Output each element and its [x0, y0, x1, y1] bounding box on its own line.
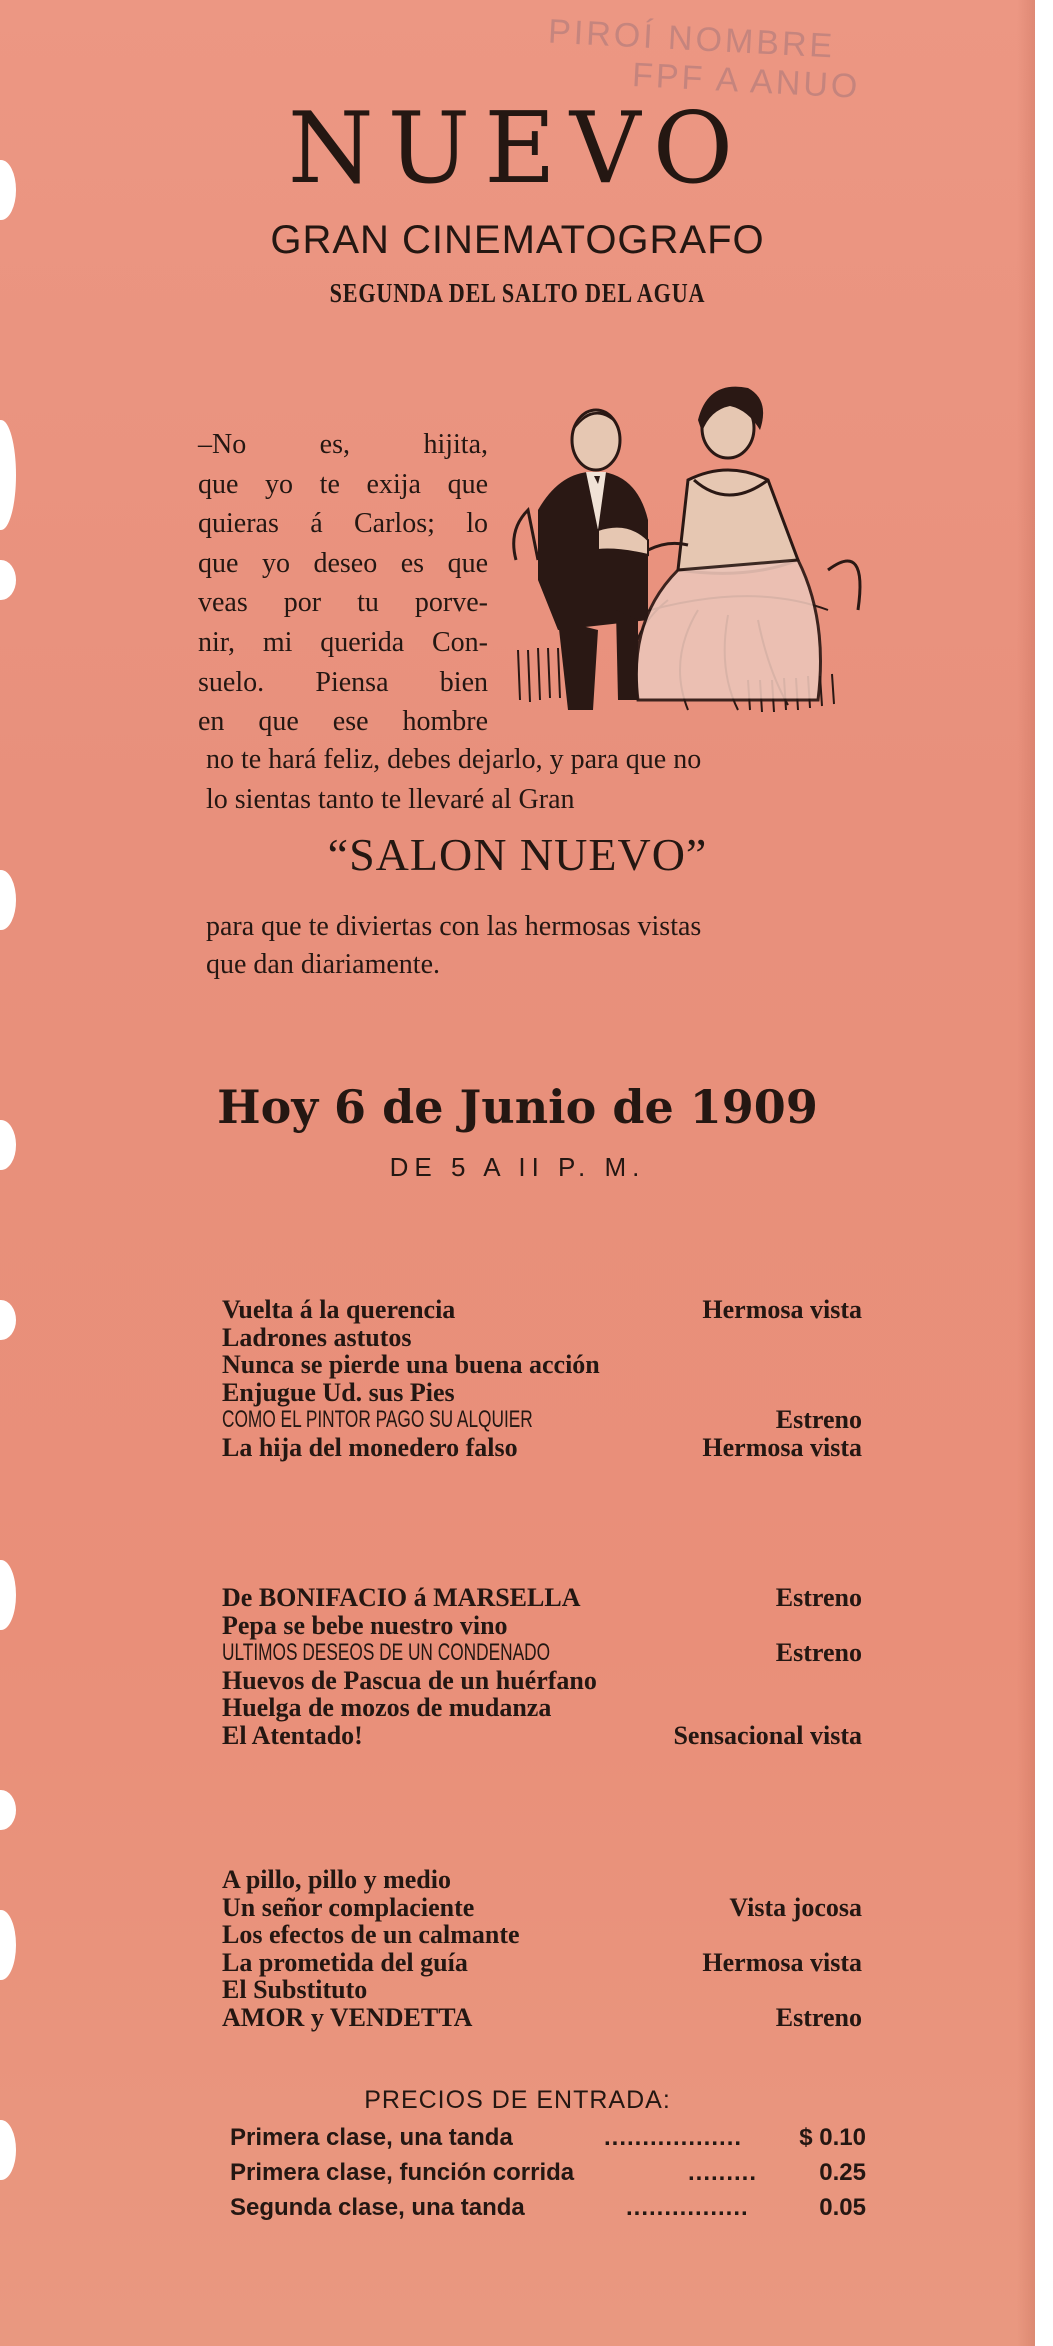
- engraving-couple-seated-icon: [498, 380, 878, 730]
- torn-edge: [0, 560, 16, 600]
- program-item: [222, 1722, 862, 1750]
- film-title: Enjugue Ud. sus Pies: [222, 1377, 455, 1407]
- program-item: [222, 1584, 862, 1612]
- program-item: [222, 1351, 862, 1379]
- prices-table: [230, 2120, 866, 2225]
- program-block-1: [222, 1296, 862, 1462]
- price-leader: .........: [688, 2159, 758, 2186]
- archive-stamp-line1: PIROÍ NOMBRE: [547, 12, 837, 66]
- film-title: Pepa se bebe nuestro vino: [222, 1610, 508, 1640]
- film-title: A pillo, pillo y medio: [222, 1865, 451, 1894]
- film-note: Estreno: [775, 2002, 862, 2032]
- salon-heading: “SALON NUEVO”: [327, 829, 708, 880]
- film-note: Sensacional vista: [673, 1720, 862, 1750]
- story-line: en que ese hombre: [198, 706, 488, 738]
- film-note: Hermosa vista: [702, 1295, 862, 1324]
- program-item: [222, 1639, 862, 1667]
- archive-stamp-line2: FPF A ANUO: [631, 56, 862, 106]
- torn-edge: [0, 1790, 16, 1830]
- film-title: AMOR y VENDETTA: [222, 2002, 473, 2032]
- torn-edge: [0, 1300, 16, 1340]
- torn-edge: [0, 1910, 16, 1980]
- program-item: [222, 1612, 862, 1640]
- price-value: $ 0.10: [799, 2124, 866, 2151]
- torn-edge: [0, 1560, 16, 1630]
- film-title: La prometida del guía: [222, 1947, 468, 1977]
- program-block-3: [222, 1866, 862, 2032]
- price-row: [230, 2155, 866, 2190]
- price-value: 0.25: [819, 2159, 866, 2186]
- price-leader: ..................: [604, 2124, 743, 2151]
- program-item: [222, 1296, 862, 1324]
- film-note: Estreno: [775, 1583, 862, 1612]
- film-title: Los efectos de un calmante: [222, 1920, 520, 1950]
- torn-edge: [0, 2120, 16, 2180]
- program-item: [222, 1406, 862, 1434]
- price-label: Segunda clase, una tanda: [230, 2194, 525, 2221]
- film-note: Hermosa vista: [702, 1947, 862, 1977]
- film-title: Ladrones astutos: [222, 1322, 412, 1352]
- story-line: que yo te exija que: [198, 468, 488, 500]
- film-note: Estreno: [775, 1405, 862, 1435]
- story-line: quieras á Carlos; lo: [198, 508, 488, 540]
- film-note: Vista jocosa: [729, 1892, 862, 1922]
- film-title: El Atentado!: [222, 1720, 363, 1750]
- program-block-2: [222, 1584, 862, 1750]
- film-title: De BONIFACIO á MARSELLA: [222, 1583, 581, 1612]
- story-line: lo sientas tanto te llevaré al Gran: [206, 783, 575, 815]
- film-title: Huelga de mozos de mudanza: [222, 1693, 552, 1723]
- program-item: [222, 1866, 862, 1894]
- story-line: suelo. Piensa bien: [198, 666, 488, 698]
- film-title: Huevos de Pascua de un huérfano: [222, 1665, 597, 1695]
- program-item: [222, 1949, 862, 1977]
- story-text-full: [206, 740, 701, 819]
- program-item: [222, 1976, 862, 2004]
- price-leader: ................: [626, 2194, 749, 2221]
- program-item: [222, 1379, 862, 1407]
- price-label: Primera clase, una tanda: [230, 2124, 513, 2151]
- film-title: Un señor complaciente: [222, 1892, 475, 1922]
- tagline: [206, 908, 866, 984]
- program-item: [222, 1324, 862, 1352]
- story-line: nir, mi querida Con-: [198, 626, 488, 658]
- film-note: Hermosa vista: [702, 1432, 862, 1462]
- page-title: NUEVO: [287, 92, 748, 206]
- story-line: no te hará feliz, debes dejarlo, y para que no: [206, 744, 702, 775]
- torn-edge: [0, 420, 16, 530]
- film-title: El Substituto: [222, 1975, 368, 2005]
- price-row: [230, 2190, 866, 2225]
- program-item: [222, 1921, 862, 1949]
- film-title: Nunca se pierde una buena acción: [222, 1350, 600, 1380]
- film-title: La hija del monedero falso: [222, 1432, 518, 1462]
- tagline-line: que dan diariamente.: [206, 949, 441, 980]
- program-item: [222, 1434, 862, 1462]
- show-date: Hoy 6 de Junio de 1909: [217, 1080, 818, 1134]
- film-title: COMO EL PINTOR PAGO SU ALQUIER: [222, 1406, 533, 1434]
- venue-address: SEGUNDA DEL SALTO DEL AGUA: [329, 278, 706, 308]
- program-item: [222, 1694, 862, 1722]
- show-hours: DE 5 A II P. M.: [389, 1152, 646, 1182]
- price-row: [230, 2120, 866, 2155]
- film-title: Vuelta á la querencia: [222, 1295, 456, 1324]
- film-note: Estreno: [775, 1638, 862, 1668]
- price-label: Primera clase, función corrida: [230, 2159, 575, 2186]
- film-title: ULTIMOS DESEOS DE UN CONDENADO: [222, 1639, 551, 1667]
- story-line: –No es, hijita,: [198, 429, 488, 460]
- tagline-line: para que te diviertas con las hermosas vistas: [206, 911, 702, 942]
- price-value: 0.05: [819, 2194, 866, 2221]
- prices-title: PRECIOS DE ENTRADA:: [364, 2086, 671, 2114]
- story-text-left: [198, 425, 488, 742]
- story-line: que yo deseo es que: [198, 547, 488, 579]
- program-item: [222, 1894, 862, 1922]
- program-item: [222, 1667, 862, 1695]
- program-item: [222, 2004, 862, 2032]
- story-line: veas por tu porve-: [198, 587, 488, 619]
- page-subtitle: GRAN CINEMATOGRAFO: [270, 218, 765, 262]
